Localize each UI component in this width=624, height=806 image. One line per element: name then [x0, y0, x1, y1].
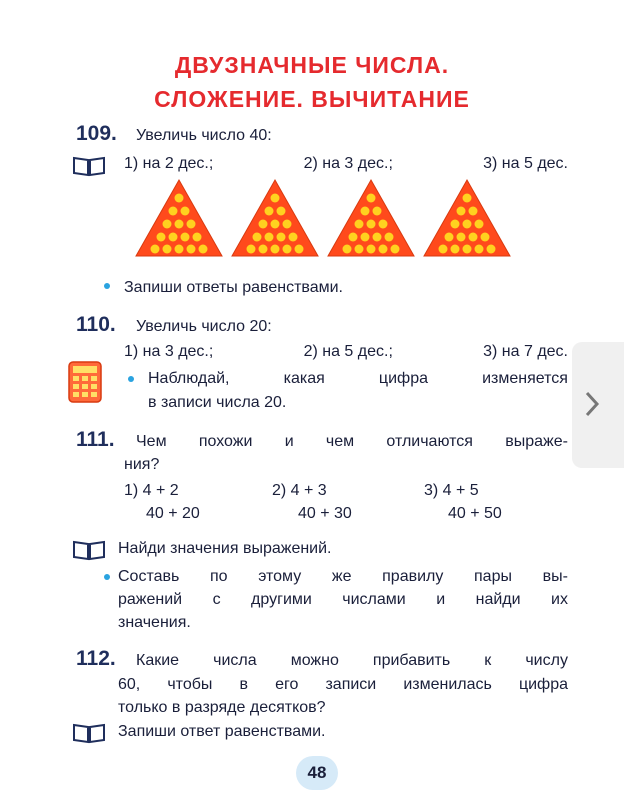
task-111-text-line-2: ния? — [124, 456, 160, 473]
title-line-1: ДВУЗНАЧНЫЕ ЧИСЛА. — [174, 52, 450, 78]
expression-2a: 2) 4 + 3 — [272, 482, 327, 499]
option: 3) на 5 дес. — [483, 155, 568, 172]
next-page-panel[interactable] — [572, 342, 624, 468]
word: вы- — [542, 568, 568, 585]
calculator-icon — [68, 361, 102, 403]
task-110-note-line-1 — [148, 370, 568, 388]
word: записи — [325, 676, 377, 693]
word: Составь — [118, 568, 180, 585]
word: найди — [475, 591, 521, 608]
chevron-right-icon[interactable] — [582, 390, 602, 418]
task-109-number: 109. — [76, 122, 117, 145]
word: в — [239, 676, 248, 693]
word: числами — [342, 591, 406, 608]
task-111-note-2-line-1 — [118, 568, 568, 586]
task-112-note: Запиши ответ равенствами. — [118, 723, 326, 740]
task-112-line-1 — [136, 652, 568, 670]
word: чтобы — [167, 676, 213, 693]
task-109-note: Запиши ответы равенствами. — [124, 279, 343, 296]
page-number: 48 — [296, 756, 338, 790]
word: и — [284, 433, 294, 450]
title-line-2: СЛОЖЕНИЕ. ВЫЧИТАНИЕ — [154, 86, 470, 112]
expression-1a: 1) 4 + 2 — [124, 482, 179, 499]
word: правилу — [382, 568, 444, 585]
task-109-text: Увеличь число 40: — [136, 127, 272, 144]
word: отличаются — [386, 433, 473, 450]
triangle-dots-icon — [230, 178, 320, 258]
option: 1) на 3 дес.; — [124, 343, 214, 360]
task-110-note-line-2: в записи числа 20. — [148, 394, 287, 411]
option: 3) на 7 дес. — [483, 343, 568, 360]
triangle-dots-icon — [134, 178, 224, 258]
word: с — [212, 591, 221, 608]
word: числу — [525, 652, 568, 669]
expression-1b: 40 + 20 — [146, 505, 200, 522]
word: изменяется — [482, 370, 568, 387]
bullet — [104, 574, 110, 580]
word: выраже- — [505, 433, 568, 450]
task-111-note-1: Найди значения выражений. — [118, 540, 332, 557]
bullet — [128, 376, 134, 382]
word: этому — [258, 568, 302, 585]
word: чем — [325, 433, 355, 450]
word: Наблюдай, — [148, 370, 230, 387]
book-icon — [72, 722, 106, 744]
word: похожи — [198, 433, 253, 450]
word: цифра — [378, 370, 428, 387]
word: прибавить — [372, 652, 451, 669]
task-111-number: 111. — [76, 428, 115, 451]
word: же — [331, 568, 352, 585]
word: 60, — [118, 676, 141, 693]
task-110-options — [124, 343, 568, 361]
option: 2) на 5 дес.; — [303, 343, 393, 360]
task-110-number: 110. — [76, 313, 116, 336]
task-112-number: 112. — [76, 647, 116, 670]
word: числа — [213, 652, 257, 669]
task-110-text: Увеличь число 20: — [136, 318, 272, 335]
word: можно — [290, 652, 339, 669]
word: ражений — [118, 591, 183, 608]
word: его — [275, 676, 299, 693]
task-112-line-3: только в разряде десятков? — [118, 699, 326, 716]
task-111-note-2-line-2 — [118, 591, 568, 609]
book-icon — [72, 539, 106, 561]
word: пары — [474, 568, 512, 585]
word: цифра — [518, 676, 568, 693]
task-111-text-line-1 — [136, 433, 568, 451]
word: другими — [251, 591, 312, 608]
expression-2b: 40 + 30 — [298, 505, 352, 522]
word: Какие — [136, 652, 180, 669]
book-icon — [72, 155, 106, 177]
word: изменилась — [403, 676, 492, 693]
task-111-note-2-line-3: значения. — [118, 614, 191, 631]
triangle-dots-icon — [326, 178, 416, 258]
triangle-dots-icon — [422, 178, 512, 258]
option: 1) на 2 дес.; — [124, 155, 214, 172]
task-112-line-2 — [118, 676, 568, 694]
bullet — [104, 283, 110, 289]
word: и — [436, 591, 446, 608]
expression-3a: 3) 4 + 5 — [424, 482, 479, 499]
task-109-options — [124, 155, 568, 173]
option: 2) на 3 дес.; — [303, 155, 393, 172]
word: по — [209, 568, 228, 585]
word: Чем — [136, 433, 167, 450]
expression-3b: 40 + 50 — [448, 505, 502, 522]
word: какая — [283, 370, 325, 387]
word: к — [484, 652, 492, 669]
word: их — [551, 591, 568, 608]
